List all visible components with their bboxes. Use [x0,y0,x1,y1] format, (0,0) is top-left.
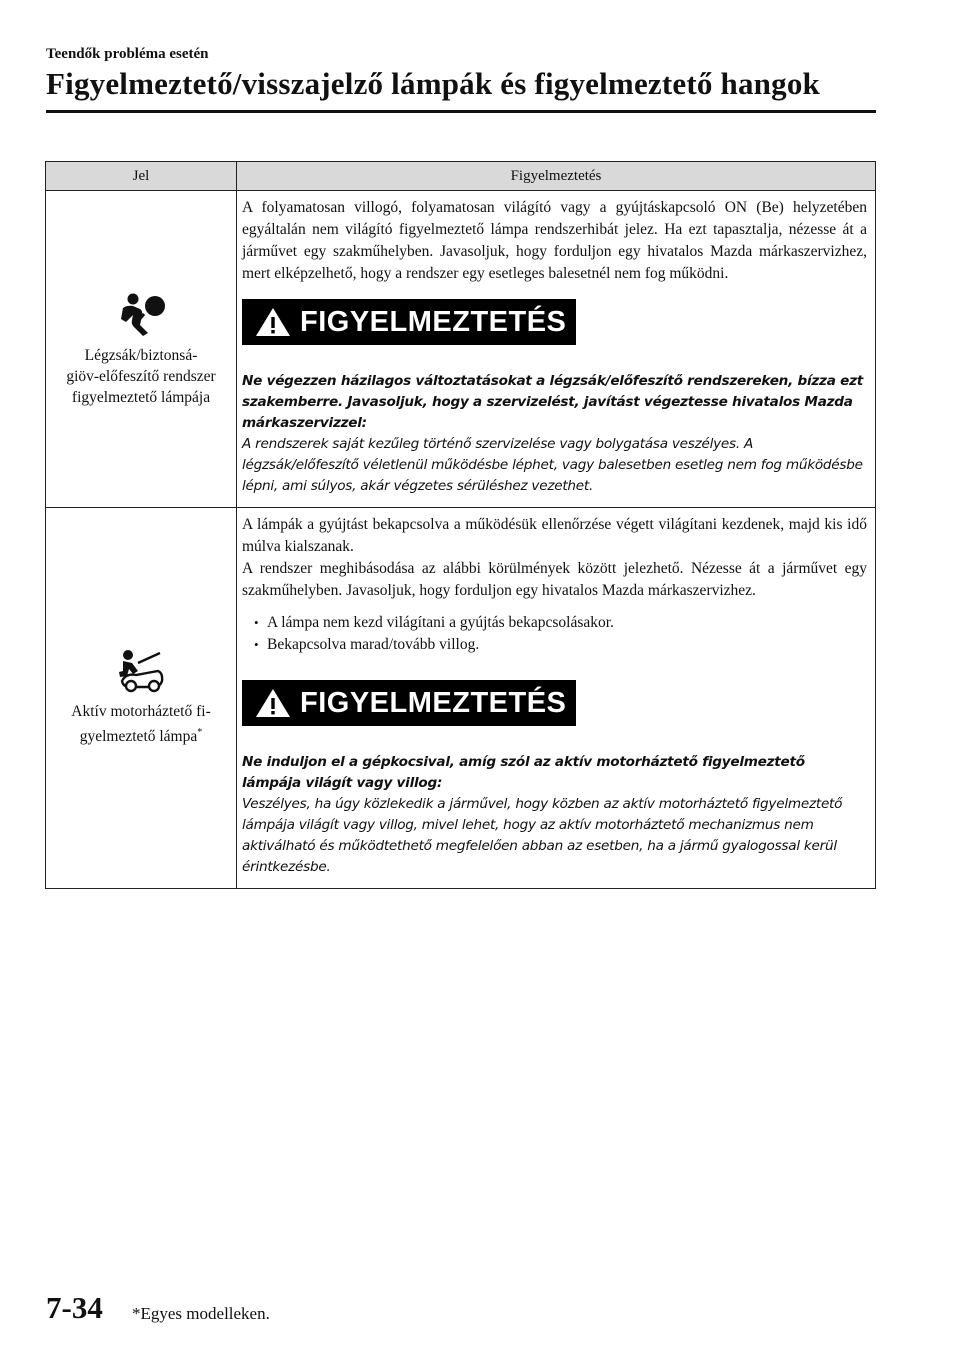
warning-cell [237,508,876,889]
section-label: Teendők probléma esetén [46,46,209,62]
signal-label: Légzsák/biztonsá- giöv-előfeszítő rendszer figyelmeztető lámpája [66,346,216,406]
active-bonnet-pedestrian-icon [116,649,166,693]
warning-triangle-icon [254,306,292,338]
warning-banner [242,299,576,345]
page-title: Figyelmeztető/visszajelző lámpák és figyelmeztető hangok [46,66,820,101]
warning-body: A rendszerek saját kezűleg történő szervizelése vagy bolygatása veszélyes. A légzsák/előfeszítő véletlenül működésbe léphet, vagy balesetben esetleg nem fog működésbe lépni, ami súlyos, akár végzetes sérüléshez vezethet. [242,436,863,494]
warning-heading: Ne induljon el a gépkocsival, amíg szól az aktív motorháztető figyelmeztető lámpája világít vagy villog: [242,754,805,791]
list-item: • Bekapcsolva marad/tovább villog. [258,634,867,656]
warning-label: FIGYELMEZTETÉS [300,306,567,338]
warning-lights-table [45,161,876,889]
description-text: A lámpák a gyújtást bekapcsolva a működésük ellenőrzése végett világítani kezdenek, majd kis idő múlva kialszanak. [242,516,867,555]
table-row [46,191,876,508]
warning-body: Veszélyes, ha úgy közlekedik a járművel, hogy közben az aktív motorháztető figyelmeztető lámpája világít vagy villog, mivel lehet, hogy az aktív motorháztető mechanizmus nem aktiválható és működtethető megfelelően abban az esetben, ha a jármű gyalogossal kerül érintkezésbe. [242,796,843,875]
title-divider [46,110,876,113]
column-header-warning: Figyelmeztetés [237,162,876,191]
warning-banner [242,680,576,726]
warning-triangle-icon [254,687,292,719]
condition-list [242,612,867,656]
warning-heading: Ne végezzen házilagos változtatásokat a légzsák/előfeszítő rendszereken, bízza ezt szakemberre. Javasoljuk, hogy a szervizelést, javítást végeztesse hivatalos Mazda márkaszervizzel: [242,373,863,431]
signal-label: Aktív motorháztető fi- gyelmeztető lámpa* [71,702,211,746]
airbag-seatbelt-pretensioner-icon [113,291,169,337]
warning-label: FIGYELMEZTETÉS [300,687,567,719]
column-header-signal: Jel [46,162,237,191]
footnote-marker: * [197,726,203,738]
page-number: 7-34 [46,1290,103,1325]
description-text: A rendszer meghibásodása az alábbi körülmények között jelezhető. Nézesse át a járművet egy szakműhelyben. Javasoljuk, hogy forduljon egy hivatalos Mazda márkaszervizhez. [242,560,867,599]
description-text: A folyamatosan villogó, folyamatosan világító vagy a gyújtáskapcsoló ON (Be) helyzetében egyáltalán nem világító figyelmeztető lámpa rendszerhibát jelez. Ha ezt tapasztalja, nézesse át a járművet egy szakműhelyben. Javasoljuk, hogy forduljon egy hivatalos Mazda márkaszervizhez, mert elképzelhető, hogy a rendszer egy esetleges balesetnél nem fog működni. [242,199,867,282]
signal-cell [46,191,237,508]
table-row [46,508,876,889]
list-item: • A lámpa nem kezd világítani a gyújtás bekapcsolásakor. [258,612,867,634]
footnote: *Egyes modelleken. [132,1304,270,1323]
table-header-row [46,162,876,191]
warning-cell [237,191,876,508]
signal-cell [46,508,237,889]
